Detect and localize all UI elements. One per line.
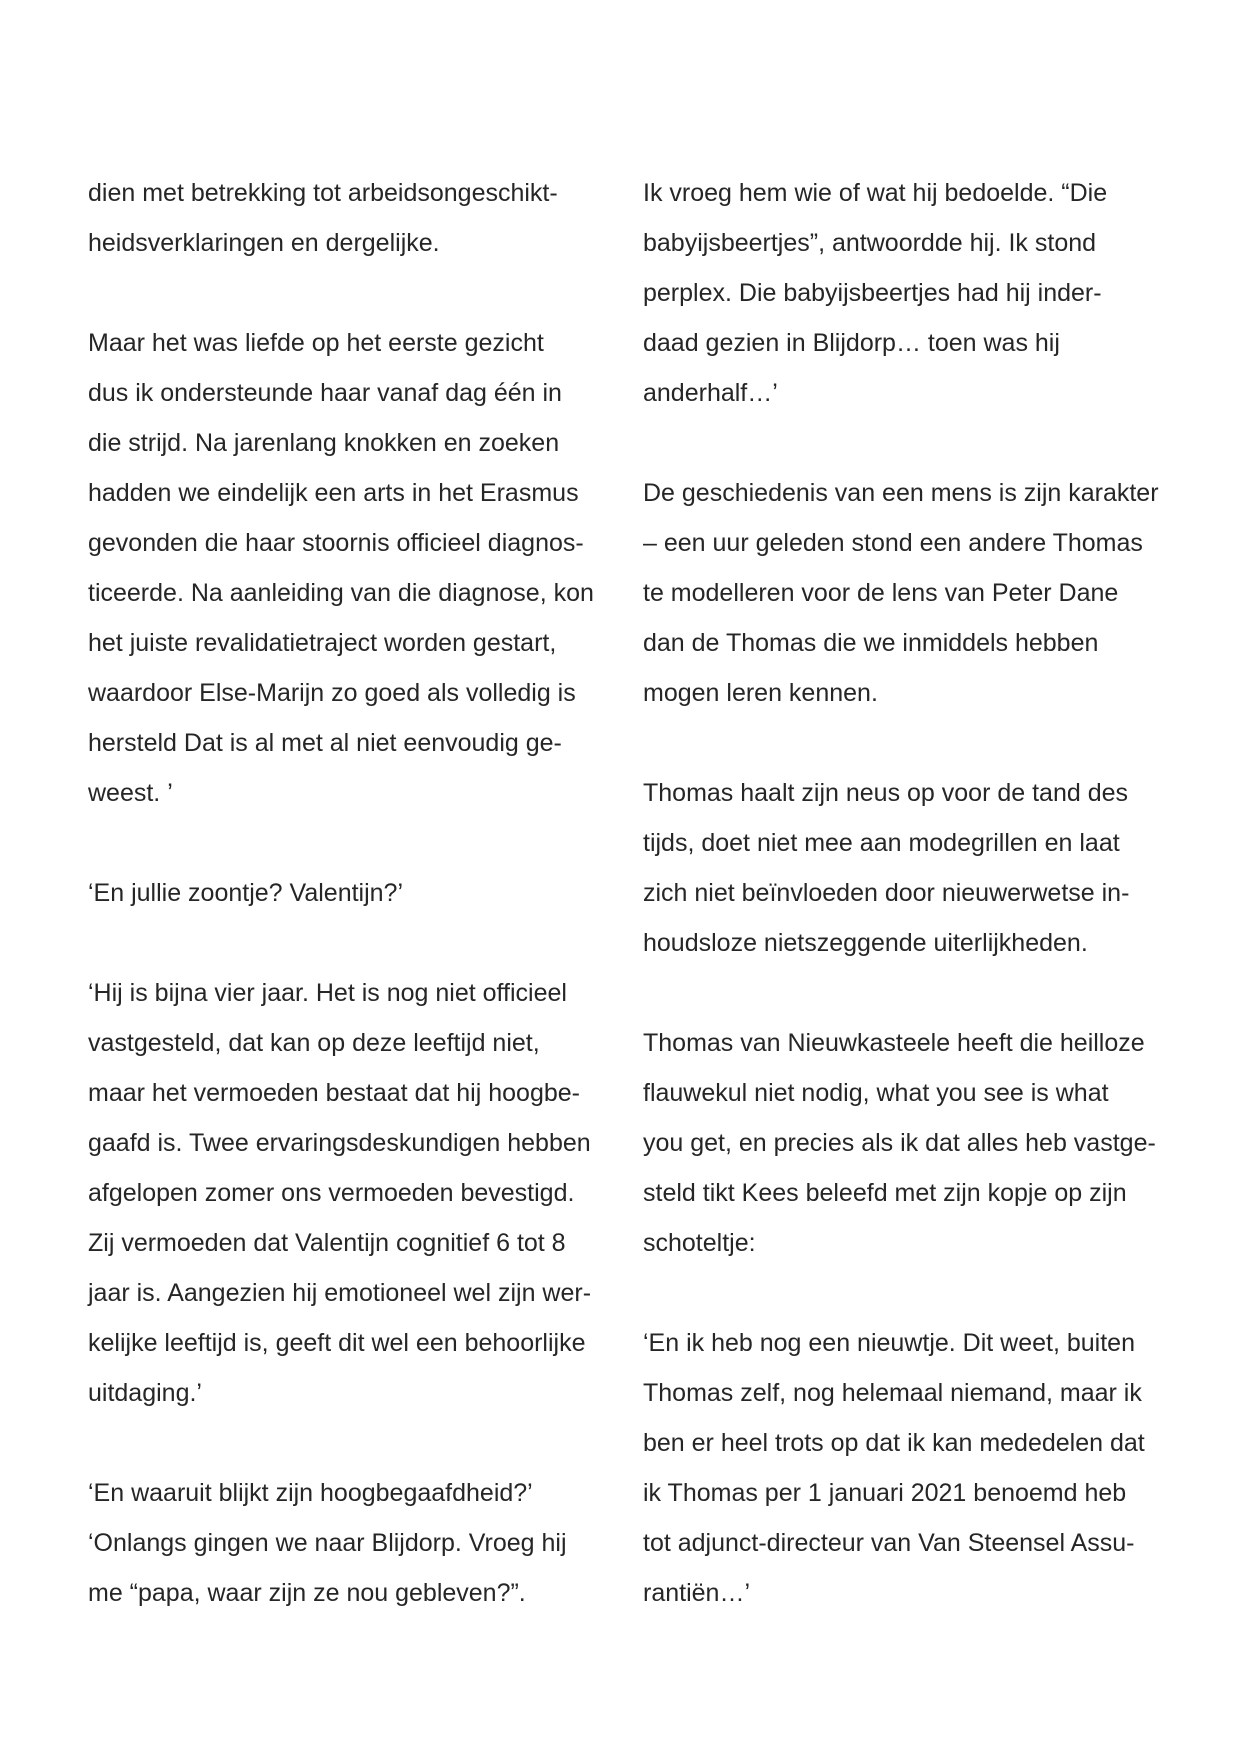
text-line: ‘Hij is bijna vier jaar. Het is nog niet officieel	[88, 979, 567, 1007]
text-line: steld tikt Kees beleefd met zijn kopje op zijn	[643, 1179, 1127, 1207]
text-line: you get, en precies als ik dat alles heb vastge-	[643, 1129, 1156, 1157]
text-line: Ik vroeg hem wie of wat hij bedoelde. “Die	[643, 179, 1108, 207]
text-line: gevonden die haar stoornis officieel diagnos-	[88, 529, 584, 557]
text-line: mogen leren kennen.	[643, 679, 878, 707]
paragraph-gap	[643, 718, 1188, 768]
paragraph-gap	[88, 1418, 633, 1468]
text-line: zich niet beïnvloeden door nieuwerwetse in-	[643, 879, 1130, 907]
text-line: het juiste revalidatietraject worden gestart,	[88, 629, 557, 657]
text-line: die strijd. Na jarenlang knokken en zoeken	[88, 429, 560, 457]
text-line: me “papa, waar zijn ze nou gebleven?”.	[88, 1579, 526, 1607]
text-line: Maar het was liefde op het eerste gezicht	[88, 329, 544, 357]
text-line: waardoor Else-Marijn zo goed als volledig is	[88, 679, 576, 707]
text-line: tot adjunct-directeur van Van Steensel Assu-	[643, 1529, 1135, 1557]
text-line: kelijke leeftijd is, geeft dit wel een behoorlijke	[88, 1329, 586, 1357]
text-line: Thomas zelf, nog helemaal niemand, maar ik	[643, 1379, 1142, 1407]
text-line: babyijsbeertjes”, antwoordde hij. Ik stond	[643, 229, 1097, 257]
text-line: ‘En jullie zoontje? Valentijn?’	[88, 879, 404, 907]
text-line: weest. ’	[88, 779, 173, 807]
paragraph-gap	[643, 968, 1188, 1018]
text-line: Zij vermoeden dat Valentijn cognitief 6 tot 8	[88, 1229, 566, 1257]
text-line: dus ik ondersteunde haar vanaf dag één in	[88, 379, 562, 407]
text-line: – een uur geleden stond een andere Thomas	[643, 529, 1143, 557]
text-line: jaar is. Aangezien hij emotioneel wel zijn wer-	[88, 1279, 592, 1307]
text-line: ik Thomas per 1 januari 2021 benoemd heb	[643, 1479, 1127, 1507]
text-line: anderhalf…’	[643, 379, 778, 407]
paragraph-gap	[88, 268, 633, 318]
text-line: afgelopen zomer ons vermoeden bevestigd.	[88, 1179, 575, 1207]
text-line: perplex. Die babyijsbeertjes had hij inder-	[643, 279, 1102, 307]
text-line: ben er heel trots op dat ik kan mededelen dat	[643, 1429, 1145, 1457]
text-line: ‘En ik heb nog een nieuwtje. Dit weet, buiten	[643, 1329, 1135, 1357]
text-line: dan de Thomas die we inmiddels hebben	[643, 629, 1099, 657]
text-line: Thomas haalt zijn neus op voor de tand des	[643, 779, 1129, 807]
text-line: Thomas van Nieuwkasteele heeft die heilloze	[643, 1029, 1145, 1057]
text-line: gaafd is. Twee ervaringsdeskundigen hebben	[88, 1129, 591, 1157]
text-line: De geschiedenis van een mens is zijn karakter	[643, 479, 1159, 507]
paragraph-gap	[643, 418, 1188, 468]
text-line: hersteld Dat is al met al niet eenvoudig ge-	[88, 729, 562, 757]
text-line: dien met betrekking tot arbeidsongeschikt-	[88, 179, 558, 207]
paragraph-gap	[88, 918, 633, 968]
text-line: te modelleren voor de lens van Peter Dane	[643, 579, 1119, 607]
text-line: hadden we eindelijk een arts in het Erasmus	[88, 479, 579, 507]
text-line: schoteltje:	[643, 1229, 756, 1257]
paragraph-gap	[88, 818, 633, 868]
text-line: daad gezien in Blijdorp… toen was hij	[643, 329, 1060, 357]
text-line: houdsloze nietszeggende uiterlijkheden.	[643, 929, 1088, 957]
text-line: maar het vermoeden bestaat dat hij hoogbe-	[88, 1079, 580, 1107]
text-line: flauwekul niet nodig, what you see is what	[643, 1079, 1109, 1107]
text-line: ‘En waaruit blijkt zijn hoogbegaafdheid?’	[88, 1479, 533, 1507]
text-line: heidsverklaringen en dergelijke.	[88, 229, 440, 257]
text-line: ‘Onlangs gingen we naar Blijdorp. Vroeg hij	[88, 1529, 567, 1557]
text-line: uitdaging.’	[88, 1379, 202, 1407]
text-line: rantiën…’	[643, 1579, 750, 1607]
paragraph-gap	[643, 1268, 1188, 1318]
text-line: ticeerde. Na aanleiding van die diagnose, kon	[88, 579, 594, 607]
left-text-column	[88, 168, 633, 1618]
right-text-column	[643, 168, 1188, 1618]
text-line: tijds, doet niet mee aan modegrillen en laat	[643, 829, 1120, 857]
text-line: vastgesteld, dat kan op deze leeftijd niet,	[88, 1029, 540, 1057]
